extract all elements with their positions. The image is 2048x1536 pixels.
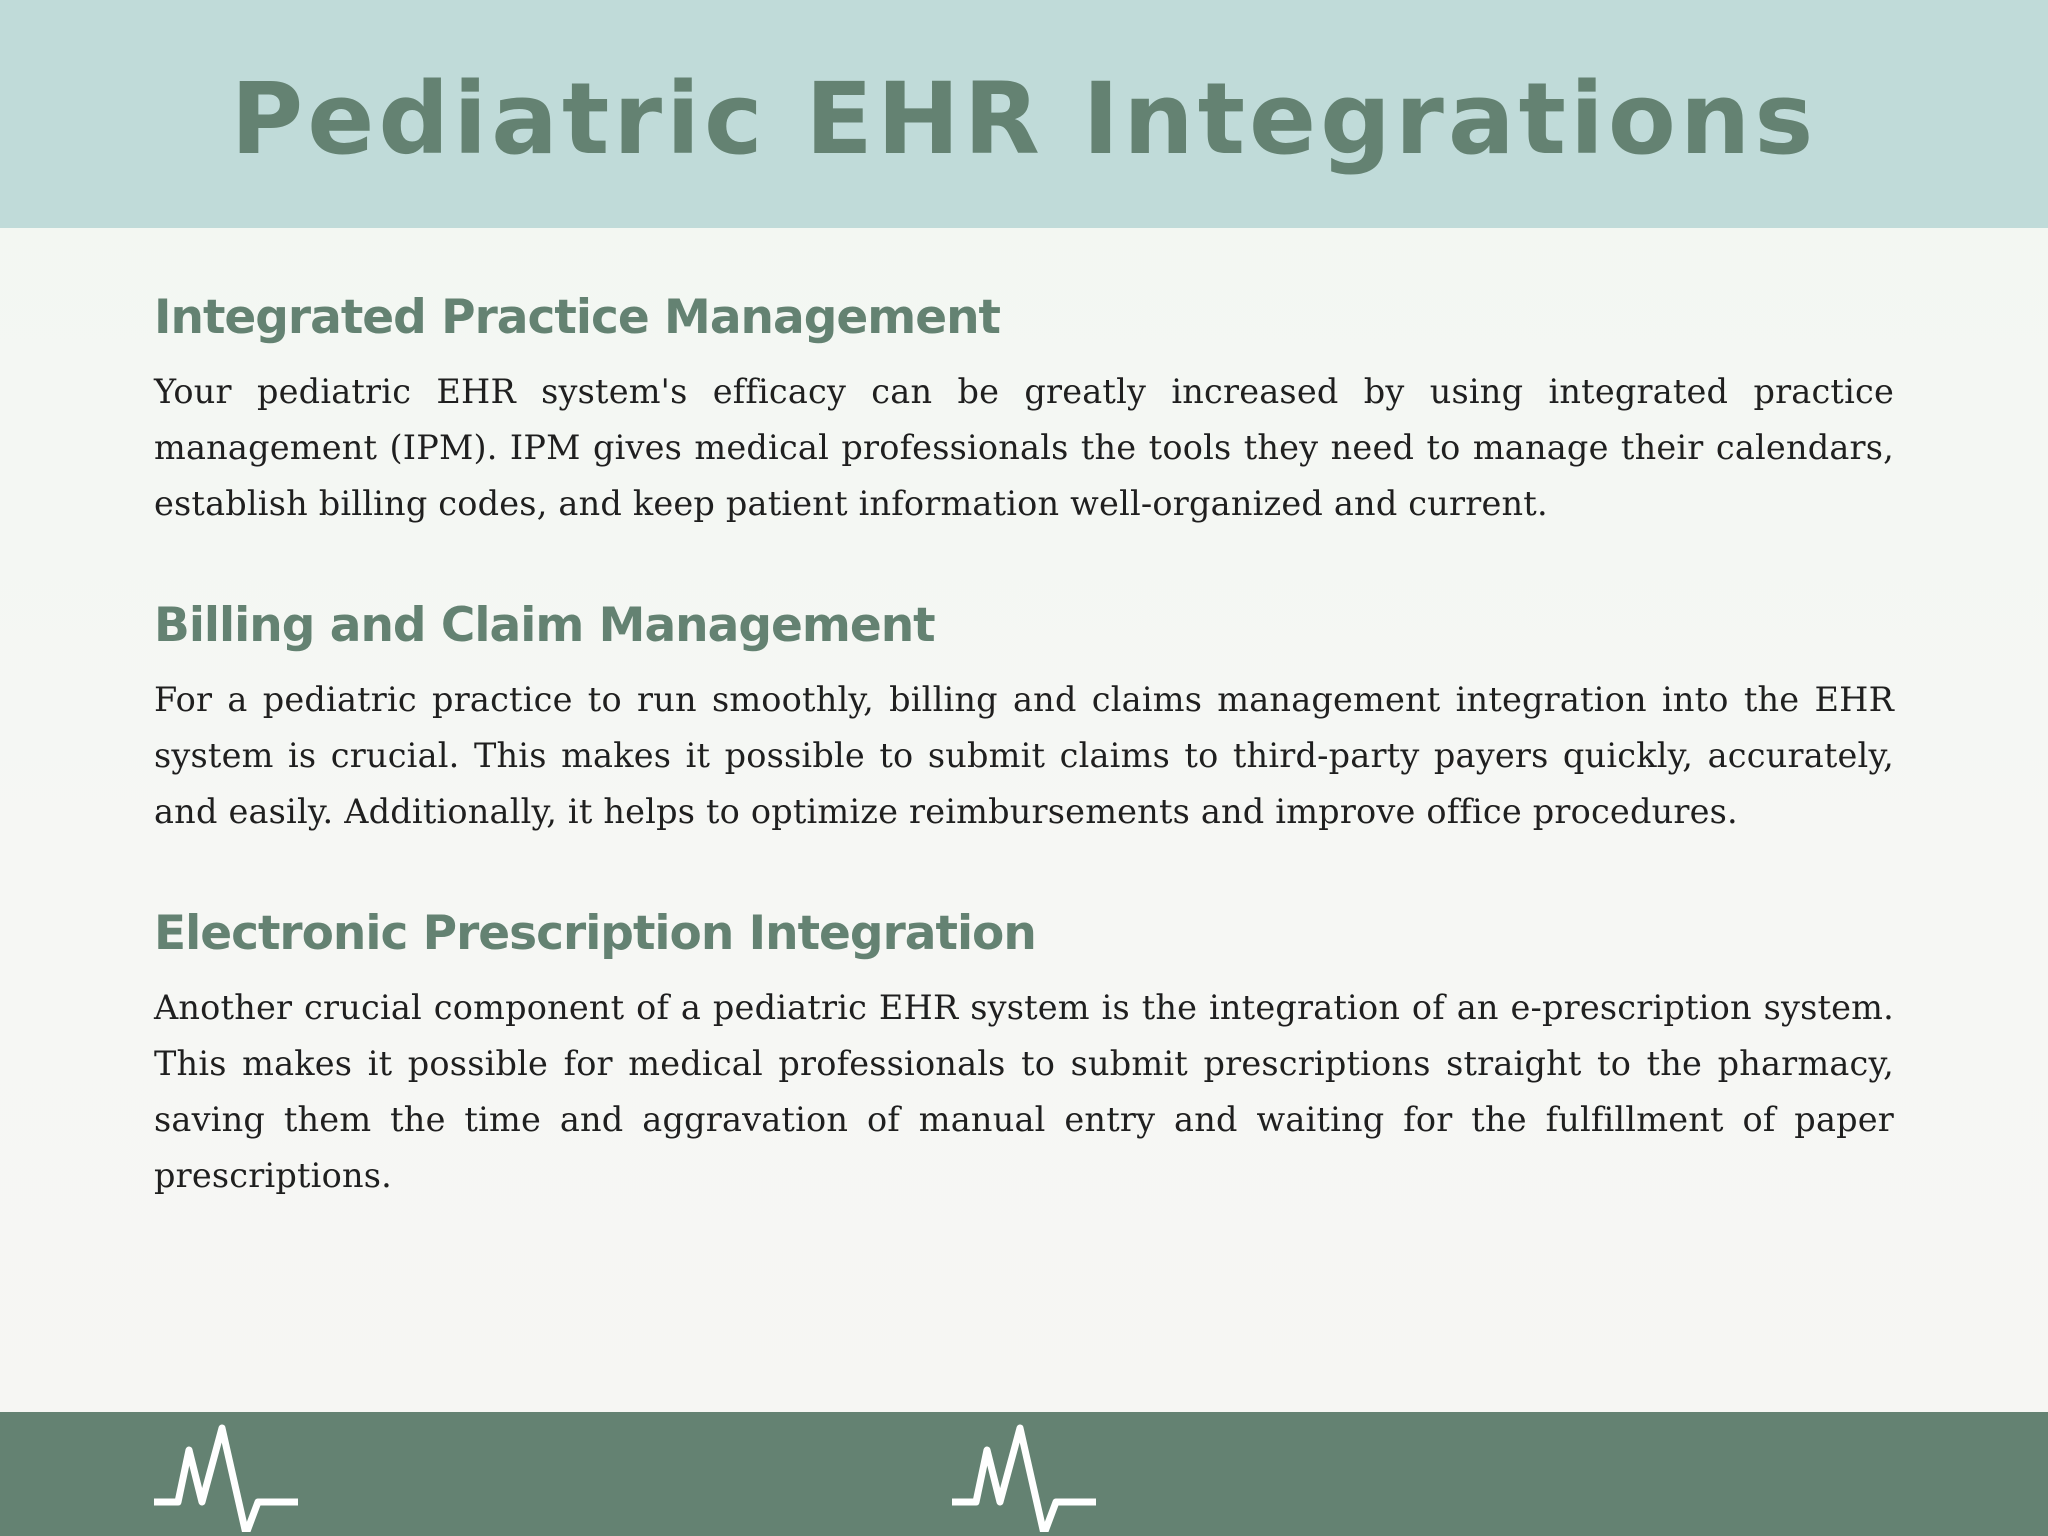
section-integrated-practice-management	[154, 290, 1894, 532]
section-billing-and-claim-management	[154, 598, 1894, 840]
heartbeat-icon	[154, 1420, 298, 1532]
section-body: For a pediatric practice to run smoothly, billing and claims management integration into the EHR system is crucial. This makes it possible to submit claims to third-party payers quickly, accurately, and easily. Additionally, it helps to optimize reimbursements and improve office procedures.	[154, 680, 1894, 831]
page-title: Pediatric EHR Integrations	[230, 61, 1818, 177]
heartbeat-icon	[952, 1420, 1096, 1532]
page-footer	[0, 1412, 2048, 1536]
section-heading: Electronic Prescription Integration	[154, 906, 1036, 961]
main-content	[154, 290, 1894, 1204]
section-electronic-prescription-integration	[154, 906, 1894, 1204]
section-heading: Integrated Practice Management	[154, 290, 1001, 345]
section-body: Your pediatric EHR system's efficacy can be greatly increased by using integrated practice management (IPM). IPM gives medical professionals the tools they need to manage their calendars, establish billing codes, and keep patient information well-organized and current.	[154, 372, 1894, 523]
section-body: Another crucial component of a pediatric EHR system is the integration of an e-prescription system. This makes it possible for medical professionals to submit prescriptions straight to the pharmacy, saving them the time and aggravation of manual entry and waiting for the fulfillment of paper prescriptions.	[154, 988, 1894, 1195]
section-heading: Billing and Claim Management	[154, 598, 935, 653]
page-header	[0, 0, 2048, 228]
